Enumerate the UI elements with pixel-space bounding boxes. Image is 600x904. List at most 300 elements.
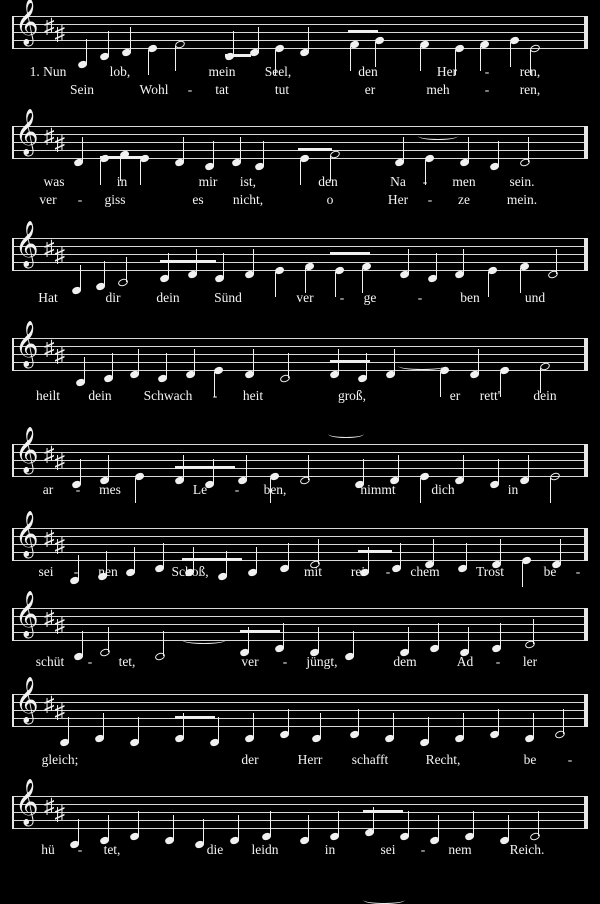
lyric-syllable: mein. xyxy=(506,192,538,207)
stem xyxy=(213,459,214,484)
lyric-syllable: meh xyxy=(426,82,450,97)
lyric-syllable: Herr xyxy=(297,752,323,767)
stem xyxy=(318,627,319,652)
lyric-syllable: ver xyxy=(296,290,314,305)
stem xyxy=(428,717,429,742)
lyric-syllable: Hat xyxy=(38,290,58,305)
stem xyxy=(438,623,439,648)
stem xyxy=(408,811,409,836)
sharp-icon: ♯ xyxy=(54,699,65,723)
stem xyxy=(253,249,254,274)
staff-lines xyxy=(12,16,588,48)
stem xyxy=(393,713,394,738)
barline-end xyxy=(584,126,588,159)
stem xyxy=(466,543,467,568)
stem xyxy=(163,543,164,568)
lyric-syllable: - xyxy=(417,290,423,305)
stem xyxy=(112,353,113,378)
staff xyxy=(0,322,600,384)
barline-start xyxy=(12,694,14,727)
stem xyxy=(440,372,441,397)
lyric-syllable: ben xyxy=(460,290,480,305)
lyric-syllable: - xyxy=(212,388,218,403)
lyric-syllable: mit xyxy=(303,564,323,579)
lyric-syllable: schafft xyxy=(351,752,389,767)
lyric-syllable: den xyxy=(358,64,378,79)
stem xyxy=(368,547,369,572)
lyric-syllable: ren, xyxy=(519,64,541,79)
stem xyxy=(108,455,109,480)
staff xyxy=(0,678,600,740)
treble-clef-icon: 𝄞 xyxy=(15,591,39,636)
staff-lines xyxy=(12,528,588,560)
lyric-syllable: ist, xyxy=(239,174,257,189)
lyric-syllable: gleich; xyxy=(41,752,79,767)
stem xyxy=(463,455,464,480)
stem xyxy=(335,272,336,297)
lyric-syllable: sei xyxy=(38,564,54,579)
lyric-syllable: - xyxy=(420,842,426,857)
stem xyxy=(498,459,499,484)
lyric-syllable: dein xyxy=(533,388,557,403)
lyric-syllable: schüt xyxy=(35,654,65,669)
sharp-icon: ♯ xyxy=(44,236,55,260)
lyric-syllable: dein xyxy=(88,388,112,403)
sharp-icon: ♯ xyxy=(44,526,55,550)
key-signature xyxy=(44,442,65,473)
slur xyxy=(363,896,405,904)
lyric-syllable: nen xyxy=(98,564,118,579)
lyric-syllable: ar xyxy=(42,482,54,497)
beam xyxy=(363,810,403,813)
stem xyxy=(308,27,309,52)
lyric-syllable: - xyxy=(422,174,428,189)
lyric-syllable: es xyxy=(192,192,204,207)
lyric-syllable: Schoß, xyxy=(171,564,209,579)
lyric-syllable: - xyxy=(77,192,83,207)
stem xyxy=(318,539,319,564)
stem xyxy=(288,543,289,568)
stem xyxy=(218,717,219,742)
beam xyxy=(358,550,392,553)
lyric-syllable: ren, xyxy=(519,82,541,97)
lyric-syllable: ben, xyxy=(263,482,287,497)
staff-lines xyxy=(12,338,588,370)
stem xyxy=(84,357,85,382)
lyric-syllable: dir xyxy=(105,290,121,305)
treble-clef-icon: 𝄞 xyxy=(15,221,39,266)
stem xyxy=(82,631,83,656)
stem xyxy=(163,631,164,656)
lyric-syllable: - xyxy=(567,752,573,767)
lyric-syllable: nicht, xyxy=(232,192,264,207)
lyric-syllable: leidn xyxy=(251,842,279,857)
lyric-syllable: o xyxy=(326,192,334,207)
key-signature xyxy=(44,526,65,557)
staff-system-3 xyxy=(0,222,600,284)
stem xyxy=(468,137,469,162)
beam xyxy=(330,360,370,363)
lyric-syllable: Reich. xyxy=(509,842,545,857)
stem xyxy=(148,50,149,75)
lyric-syllable: heit xyxy=(242,388,264,403)
stem xyxy=(108,815,109,840)
lyric-syllable: Schwach xyxy=(143,388,193,403)
lyric-syllable: chem xyxy=(410,564,440,579)
lyric-syllable: die xyxy=(206,842,224,857)
beam xyxy=(182,558,242,561)
staff-system-8 xyxy=(0,678,600,740)
stem xyxy=(308,815,309,840)
lyric-syllable: 1. Nun xyxy=(29,64,67,79)
stem xyxy=(126,257,127,282)
stem xyxy=(438,815,439,840)
treble-clef-icon: 𝄞 xyxy=(15,321,39,366)
key-signature xyxy=(44,124,65,155)
stem xyxy=(522,562,523,587)
stem xyxy=(138,811,139,836)
stem xyxy=(508,815,509,840)
lyric-syllable: tat xyxy=(215,82,229,97)
stem xyxy=(108,627,109,652)
barline-start xyxy=(12,528,14,561)
stem xyxy=(183,137,184,162)
stem xyxy=(138,717,139,742)
stem xyxy=(183,455,184,480)
lyric-syllable: - xyxy=(77,842,83,857)
barline-end xyxy=(584,694,588,727)
staff xyxy=(0,222,600,284)
sharp-icon: ♯ xyxy=(54,343,65,367)
key-signature xyxy=(44,692,65,723)
lyric-syllable: men xyxy=(452,174,476,189)
lyric-syllable: jüngt, xyxy=(306,654,338,669)
lyric-syllable: Sünd xyxy=(214,290,242,305)
stem xyxy=(560,539,561,564)
stem xyxy=(226,551,227,576)
lyric-syllable: ver xyxy=(39,192,57,207)
lyric-syllable: rei xyxy=(350,564,366,579)
lyric-syllable: groß, xyxy=(337,388,367,403)
sharp-icon: ♯ xyxy=(54,131,65,155)
stem xyxy=(308,455,309,480)
lyric-syllable: den xyxy=(318,174,338,189)
staff xyxy=(0,110,600,172)
sharp-icon: ♯ xyxy=(54,613,65,637)
stem xyxy=(528,455,529,480)
stem xyxy=(248,627,249,652)
staff-lines xyxy=(12,608,588,640)
stem xyxy=(463,249,464,274)
stem xyxy=(436,253,437,278)
stem xyxy=(338,811,339,836)
lyric-syllable: ze xyxy=(458,192,470,207)
beam xyxy=(175,716,215,719)
stem xyxy=(394,349,395,374)
lyric-syllable: - xyxy=(187,82,193,97)
stem xyxy=(233,31,234,56)
treble-clef-icon: 𝄞 xyxy=(15,779,39,824)
staff xyxy=(0,428,600,490)
sharp-icon: ♯ xyxy=(54,243,65,267)
lyric-syllable: Her xyxy=(436,64,458,79)
lyric-syllable: Recht, xyxy=(425,752,461,767)
lyric-syllable: - xyxy=(87,654,93,669)
stem xyxy=(203,819,204,844)
treble-clef-icon: 𝄞 xyxy=(15,427,39,472)
stem xyxy=(533,619,534,644)
sharp-icon: ♯ xyxy=(44,124,55,148)
staff-system-1 xyxy=(0,0,600,62)
lyric-syllable: Le xyxy=(192,482,208,497)
barline-start xyxy=(12,338,14,371)
barline-start xyxy=(12,16,14,49)
stem xyxy=(100,160,101,185)
lyric-syllable: er xyxy=(449,388,461,403)
lyric-syllable: sei xyxy=(380,842,396,857)
beam xyxy=(348,30,378,33)
stem xyxy=(173,815,174,840)
key-signature xyxy=(44,14,65,45)
key-signature xyxy=(44,794,65,825)
staff xyxy=(0,780,600,842)
lyric-syllable: in xyxy=(116,174,128,189)
lyric-syllable: - xyxy=(484,64,490,79)
stem xyxy=(520,268,521,293)
lyric-syllable: in xyxy=(324,842,336,857)
sharp-icon: ♯ xyxy=(54,449,65,473)
lyric-syllable: der xyxy=(241,752,259,767)
barline-end xyxy=(584,16,588,49)
lyric-syllable: dich xyxy=(431,482,455,497)
stem xyxy=(240,137,241,162)
barline-start xyxy=(12,444,14,477)
sharp-icon: ♯ xyxy=(44,794,55,818)
lyric-syllable: tut xyxy=(274,82,290,97)
sharp-icon: ♯ xyxy=(44,692,55,716)
barline-end xyxy=(584,528,588,561)
barline-end xyxy=(584,444,588,477)
stem xyxy=(353,631,354,656)
stem xyxy=(463,713,464,738)
barline-end xyxy=(584,796,588,829)
stem xyxy=(468,627,469,652)
stem xyxy=(433,539,434,564)
lyric-syllable: - xyxy=(75,482,81,497)
stem xyxy=(258,27,259,52)
treble-clef-icon: 𝄞 xyxy=(15,677,39,722)
lyric-syllable: - xyxy=(484,82,490,97)
stem xyxy=(338,349,339,374)
stem xyxy=(420,46,421,71)
stem xyxy=(288,353,289,378)
staff xyxy=(0,592,600,654)
lyric-syllable: be xyxy=(543,564,557,579)
lyric-syllable: nem xyxy=(448,842,472,857)
barline-end xyxy=(584,238,588,271)
staff-system-6 xyxy=(0,512,600,574)
staff-lines xyxy=(12,796,588,828)
stem xyxy=(103,713,104,738)
key-signature xyxy=(44,236,65,267)
stem xyxy=(538,811,539,836)
stem xyxy=(68,717,69,742)
staff-lines xyxy=(12,126,588,158)
staff-system-7 xyxy=(0,592,600,654)
stem xyxy=(420,478,421,503)
lyric-syllable: giss xyxy=(104,192,126,207)
staff xyxy=(0,512,600,574)
lyric-syllable: Her xyxy=(387,192,409,207)
staff-lines xyxy=(12,238,588,270)
stem xyxy=(134,547,135,572)
lyric-syllable: mir xyxy=(198,174,218,189)
stem xyxy=(196,249,197,274)
barline-start xyxy=(12,796,14,829)
staff-system-9 xyxy=(0,780,600,842)
staff-lines xyxy=(12,444,588,476)
stem xyxy=(473,811,474,836)
stem xyxy=(223,253,224,278)
stem xyxy=(283,623,284,648)
stem xyxy=(563,709,564,734)
barline-start xyxy=(12,238,14,271)
staff-lines xyxy=(12,694,588,726)
stem xyxy=(183,713,184,738)
stem xyxy=(140,160,141,185)
treble-clef-icon: 𝄞 xyxy=(15,0,39,44)
stem xyxy=(138,349,139,374)
stem xyxy=(253,349,254,374)
sharp-icon: ♯ xyxy=(54,533,65,557)
key-signature xyxy=(44,606,65,637)
stem xyxy=(480,46,481,71)
stem xyxy=(256,547,257,572)
stem xyxy=(358,709,359,734)
stem xyxy=(478,349,479,374)
stem xyxy=(408,249,409,274)
lyric-syllable: und xyxy=(524,290,546,305)
lyric-syllable: Trost xyxy=(475,564,505,579)
lyric-syllable: Sein xyxy=(69,82,95,97)
lyric-syllable: sein. xyxy=(509,174,535,189)
lyric-syllable: was xyxy=(43,174,65,189)
lyric-syllable: - xyxy=(73,564,79,579)
staff-system-5 xyxy=(0,428,600,490)
stem xyxy=(320,713,321,738)
stem xyxy=(168,253,169,278)
treble-clef-icon: 𝄞 xyxy=(15,109,39,154)
lyric-syllable: dem xyxy=(393,654,417,669)
sharp-icon: ♯ xyxy=(44,442,55,466)
lyric-syllable: - xyxy=(427,192,433,207)
stem xyxy=(366,353,367,378)
stem xyxy=(350,46,351,71)
barline-start xyxy=(12,608,14,641)
stem xyxy=(528,137,529,162)
lyric-syllable: ver xyxy=(241,654,259,669)
stem xyxy=(253,713,254,738)
stem xyxy=(270,811,271,836)
staff xyxy=(0,0,600,62)
beam xyxy=(330,252,370,255)
barline-end xyxy=(584,608,588,641)
staff-system-2 xyxy=(0,110,600,172)
lyric-syllable: - xyxy=(282,654,288,669)
stem xyxy=(135,478,136,503)
stem xyxy=(300,160,301,185)
stem xyxy=(166,353,167,378)
lyric-syllable: Ad xyxy=(456,654,474,669)
stem xyxy=(104,261,105,286)
barline-end xyxy=(584,338,588,371)
lyric-syllable: er xyxy=(364,82,376,97)
sharp-icon: ♯ xyxy=(44,14,55,38)
stem xyxy=(213,141,214,166)
stem xyxy=(80,459,81,484)
lyric-syllable: - xyxy=(575,564,581,579)
lyric-syllable: hü xyxy=(41,842,55,857)
stem xyxy=(403,137,404,162)
stem xyxy=(550,478,551,503)
lyric-syllable: Seel, xyxy=(264,64,292,79)
stem xyxy=(246,455,247,480)
beam xyxy=(298,148,332,151)
stem xyxy=(108,31,109,56)
lyric-syllable: tet, xyxy=(118,654,136,669)
lyric-syllable: - xyxy=(495,654,501,669)
stem xyxy=(238,815,239,840)
lyric-syllable: heilt xyxy=(36,388,60,403)
stem xyxy=(500,539,501,564)
stem xyxy=(533,713,534,738)
lyric-syllable: - xyxy=(234,482,240,497)
stem xyxy=(82,137,83,162)
sharp-icon: ♯ xyxy=(44,336,55,360)
lyric-syllable: in xyxy=(507,482,519,497)
sharp-icon: ♯ xyxy=(54,801,65,825)
sharp-icon: ♯ xyxy=(54,21,65,45)
stem xyxy=(288,709,289,734)
lyric-syllable: rett' xyxy=(479,388,501,403)
stem xyxy=(80,265,81,290)
stem xyxy=(408,627,409,652)
stem xyxy=(78,819,79,844)
stem xyxy=(373,807,374,832)
lyric-syllable: Wohl xyxy=(139,82,169,97)
stem xyxy=(400,543,401,568)
stem xyxy=(510,42,511,67)
treble-clef-icon: 𝄞 xyxy=(15,511,39,556)
stem xyxy=(500,623,501,648)
stem xyxy=(498,709,499,734)
lyric-syllable: be xyxy=(523,752,537,767)
sharp-icon: ♯ xyxy=(44,606,55,630)
stem xyxy=(130,27,131,52)
stem xyxy=(263,141,264,166)
lyric-syllable: tet, xyxy=(103,842,121,857)
lyric-syllable: mein xyxy=(208,64,236,79)
stem xyxy=(86,39,87,64)
lyric-syllable: ler xyxy=(522,654,538,669)
staff-system-4 xyxy=(0,322,600,384)
stem xyxy=(363,459,364,484)
lyric-syllable: - xyxy=(339,290,345,305)
barline-start xyxy=(12,126,14,159)
stem xyxy=(194,349,195,374)
lyric-syllable: nimmt xyxy=(360,482,396,497)
lyric-syllable: lob, xyxy=(109,64,131,79)
